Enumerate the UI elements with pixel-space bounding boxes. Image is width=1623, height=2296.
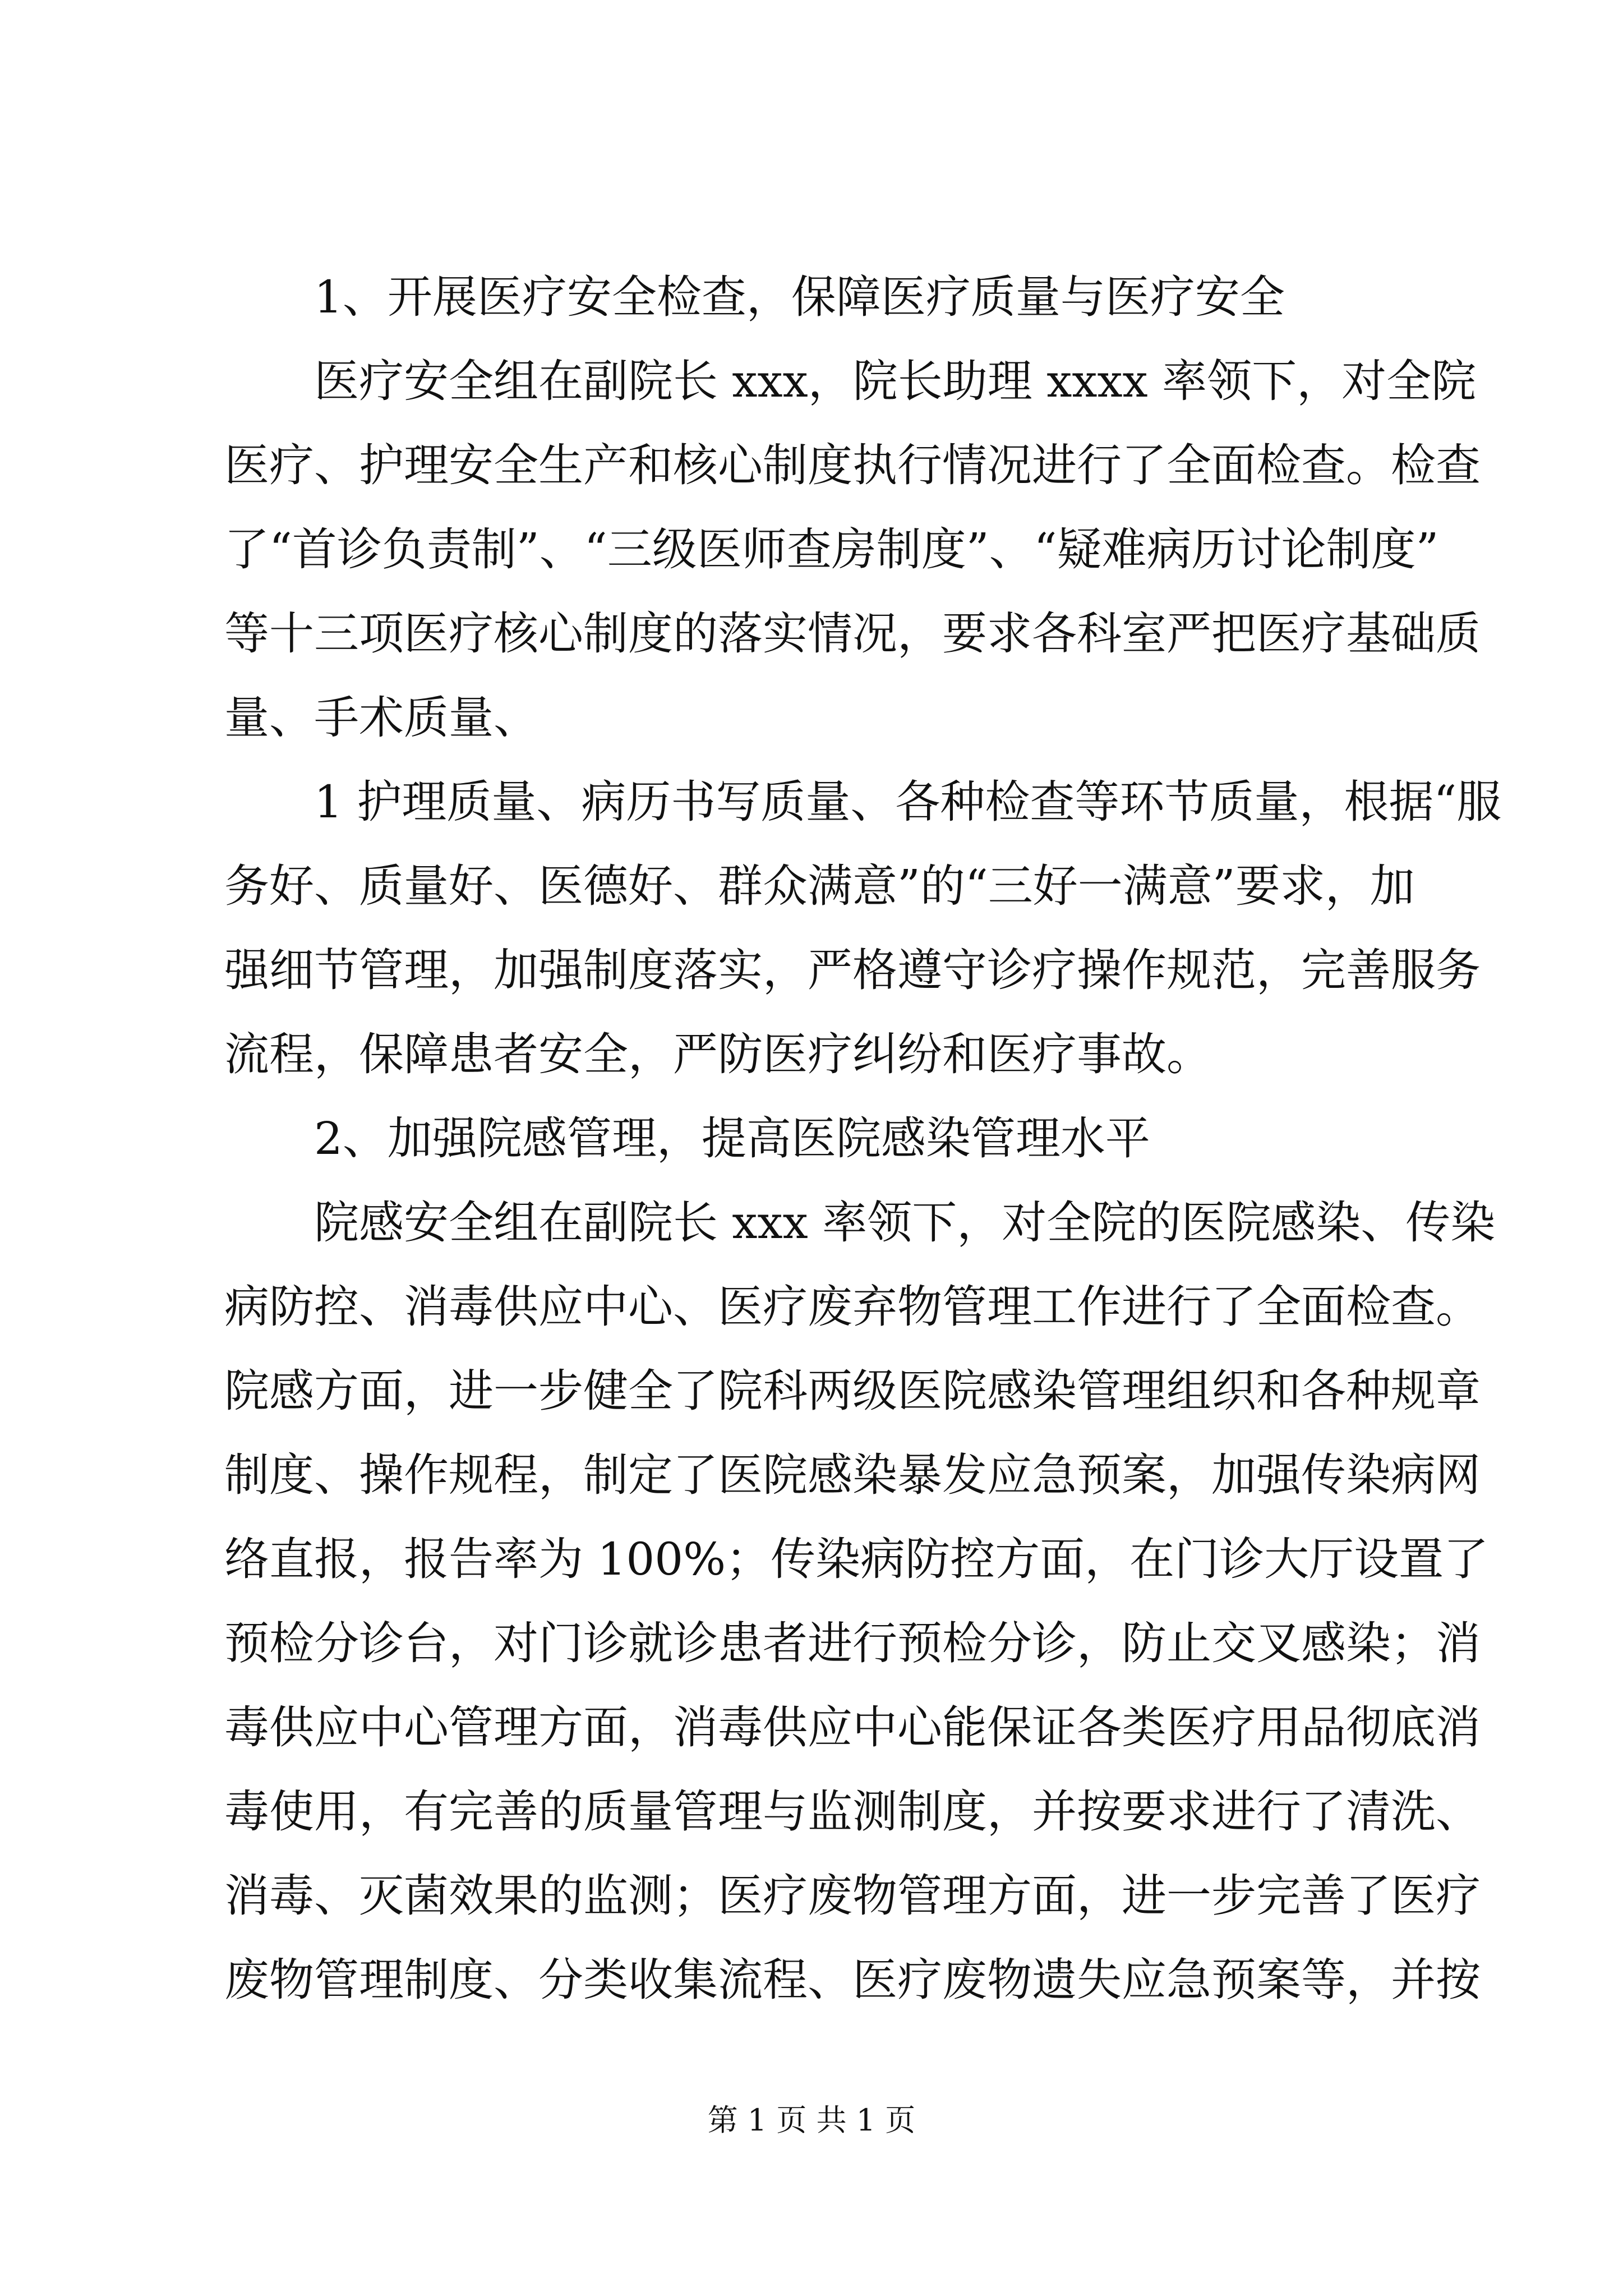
paragraph-line: 院感安全组在副院长 xxx 率领下，对全院的医院感染、传染 [314, 1197, 1496, 1249]
paragraph-line: 废物管理制度、分类收集流程、医疗废物遗失应急预案等，并按 [224, 1954, 1481, 2006]
paragraph-line: 1 护理质量、病历书写质量、各种检查等环节质量，根据“服 [314, 776, 1502, 828]
paragraph-line: 络直报，报告率为 100%；传染病防控方面，在门诊大厅设置了 [224, 1533, 1489, 1585]
paragraph-line: 医疗、护理安全生产和核心制度执行情况进行了全面检查。检查 [224, 439, 1481, 491]
paragraph-line: 了“首诊负责制”、“三级医师查房制度”、“疑难病历讨论制度” [224, 523, 1439, 576]
paragraph-line: 消毒、灭菌效果的监测；医疗废物管理方面，进一步完善了医疗 [224, 1870, 1481, 1922]
paragraph-line: 制度、操作规程，制定了医院感染暴发应急预案，加强传染病网 [224, 1449, 1481, 1501]
paragraph-line: 院感方面，进一步健全了院科两级医院感染管理组织和各种规章 [224, 1365, 1481, 1417]
paragraph-line: 毒使用，有完善的质量管理与监测制度，并按要求进行了清洗、 [224, 1786, 1481, 1838]
paragraph-line: 务好、质量好、医德好、群众满意”的“三好一满意”要求，加 [224, 860, 1415, 912]
paragraph-line: 病防控、消毒供应中心、医疗废弃物管理工作进行了全面检查。 [224, 1281, 1481, 1333]
heading-section-2: 2、加强院感管理，提高医院感染管理水平 [314, 1112, 1150, 1165]
paragraph-line: 预检分诊台，对门诊就诊患者进行预检分诊，防止交叉感染；消 [224, 1617, 1481, 1669]
paragraph-line: 量、手术质量、 [224, 692, 538, 744]
paragraph-line: 流程，保障患者安全，严防医疗纠纷和医疗事故。 [224, 1028, 1211, 1080]
page-footer: 第 1 页 共 1 页 [707, 2102, 916, 2138]
paragraph-line: 毒供应中心管理方面，消毒供应中心能保证各类医疗用品彻底消 [224, 1701, 1481, 1754]
paragraph-line: 医疗安全组在副院长 xxx，院长助理 xxxx 率领下，对全院 [314, 355, 1477, 407]
heading-section-1: 1、开展医疗安全检查，保障医疗质量与医疗安全 [314, 271, 1285, 323]
paragraph-line: 强细节管理，加强制度落实，严格遵守诊疗操作规范，完善服务 [224, 944, 1481, 996]
paragraph-line: 等十三项医疗核心制度的落实情况，要求各科室严把医疗基础质 [224, 608, 1481, 660]
document-body [224, 255, 1502, 2022]
